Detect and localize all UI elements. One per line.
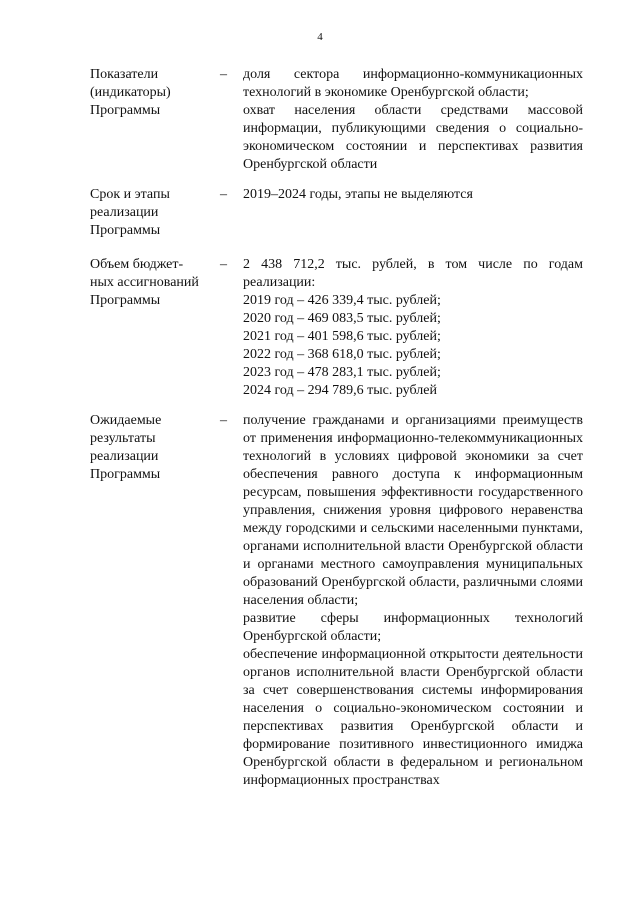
section-dash: – <box>220 413 227 428</box>
budget-year-line: 2019 год – 426 339,4 тыс. рублей; <box>243 293 441 308</box>
paragraph: получение гражданами и организациями преимуществ от применения информационно-телекоммуникационных технологий в условиях цифровой экономики за счет обеспечения равного доступа к информационным ресурсам, повышения эффективности государственного управления, снижения уровня цифрового неравенства между городскими и сельскими населенными пунктами, органами исполнительной власти Оренбургской области и органами местного самоуправления муниципальных образований Оренбургской области, различными слоями населения области; <box>243 413 583 608</box>
paragraph: 2 438 712,2 тыс. рублей, в том числе по годам реализации: <box>243 257 583 290</box>
section-dash: – <box>220 67 227 82</box>
section-content <box>243 412 583 790</box>
section-label: Ожидаемые результаты реализации Программы <box>90 413 162 482</box>
paragraph: обеспечение информационной открытости деятельности органов исполнительной власти Оренбургской области за счет совершенствования системы информирования населения о социально-экономическом состоянии и перспективах развития Оренбургской области и формирование позитивного инвестиционного имиджа Оренбургской области в федеральном и региональном информационных пространствах <box>243 647 583 788</box>
budget-year-line: 2020 год – 469 083,5 тыс. рублей; <box>243 311 441 326</box>
section-content <box>243 256 583 400</box>
budget-year-line: 2021 год – 401 598,6 тыс. рублей; <box>243 329 441 344</box>
section-content <box>243 66 583 174</box>
section-label: Показатели (индикаторы) Программы <box>90 67 171 118</box>
page-number: 4 <box>317 31 323 43</box>
section-label: Объем бюджет- ных ассигнований Программы <box>90 257 199 308</box>
section-dash: – <box>220 257 227 272</box>
paragraph: развитие сферы информационных технологий Оренбургской области; <box>243 611 583 644</box>
section-content <box>243 186 583 204</box>
paragraph: охват населения области средствами массовой информации, публикующими сведения о социально-экономическом состоянии и перспективах развития Оренбургской области <box>243 103 583 172</box>
budget-year-line: 2022 год – 368 618,0 тыс. рублей; <box>243 347 441 362</box>
paragraph: 2019–2024 годы, этапы не выделяются <box>243 187 473 202</box>
budget-year-line: 2023 год – 478 283,1 тыс. рублей; <box>243 365 441 380</box>
budget-year-line: 2024 год – 294 789,6 тыс. рублей <box>243 383 437 398</box>
paragraph: доля сектора информационно-коммуникационных технологий в экономике Оренбургской области; <box>243 67 583 100</box>
section-label: Срок и этапы реализации Программы <box>90 187 170 238</box>
section-dash: – <box>220 187 227 202</box>
